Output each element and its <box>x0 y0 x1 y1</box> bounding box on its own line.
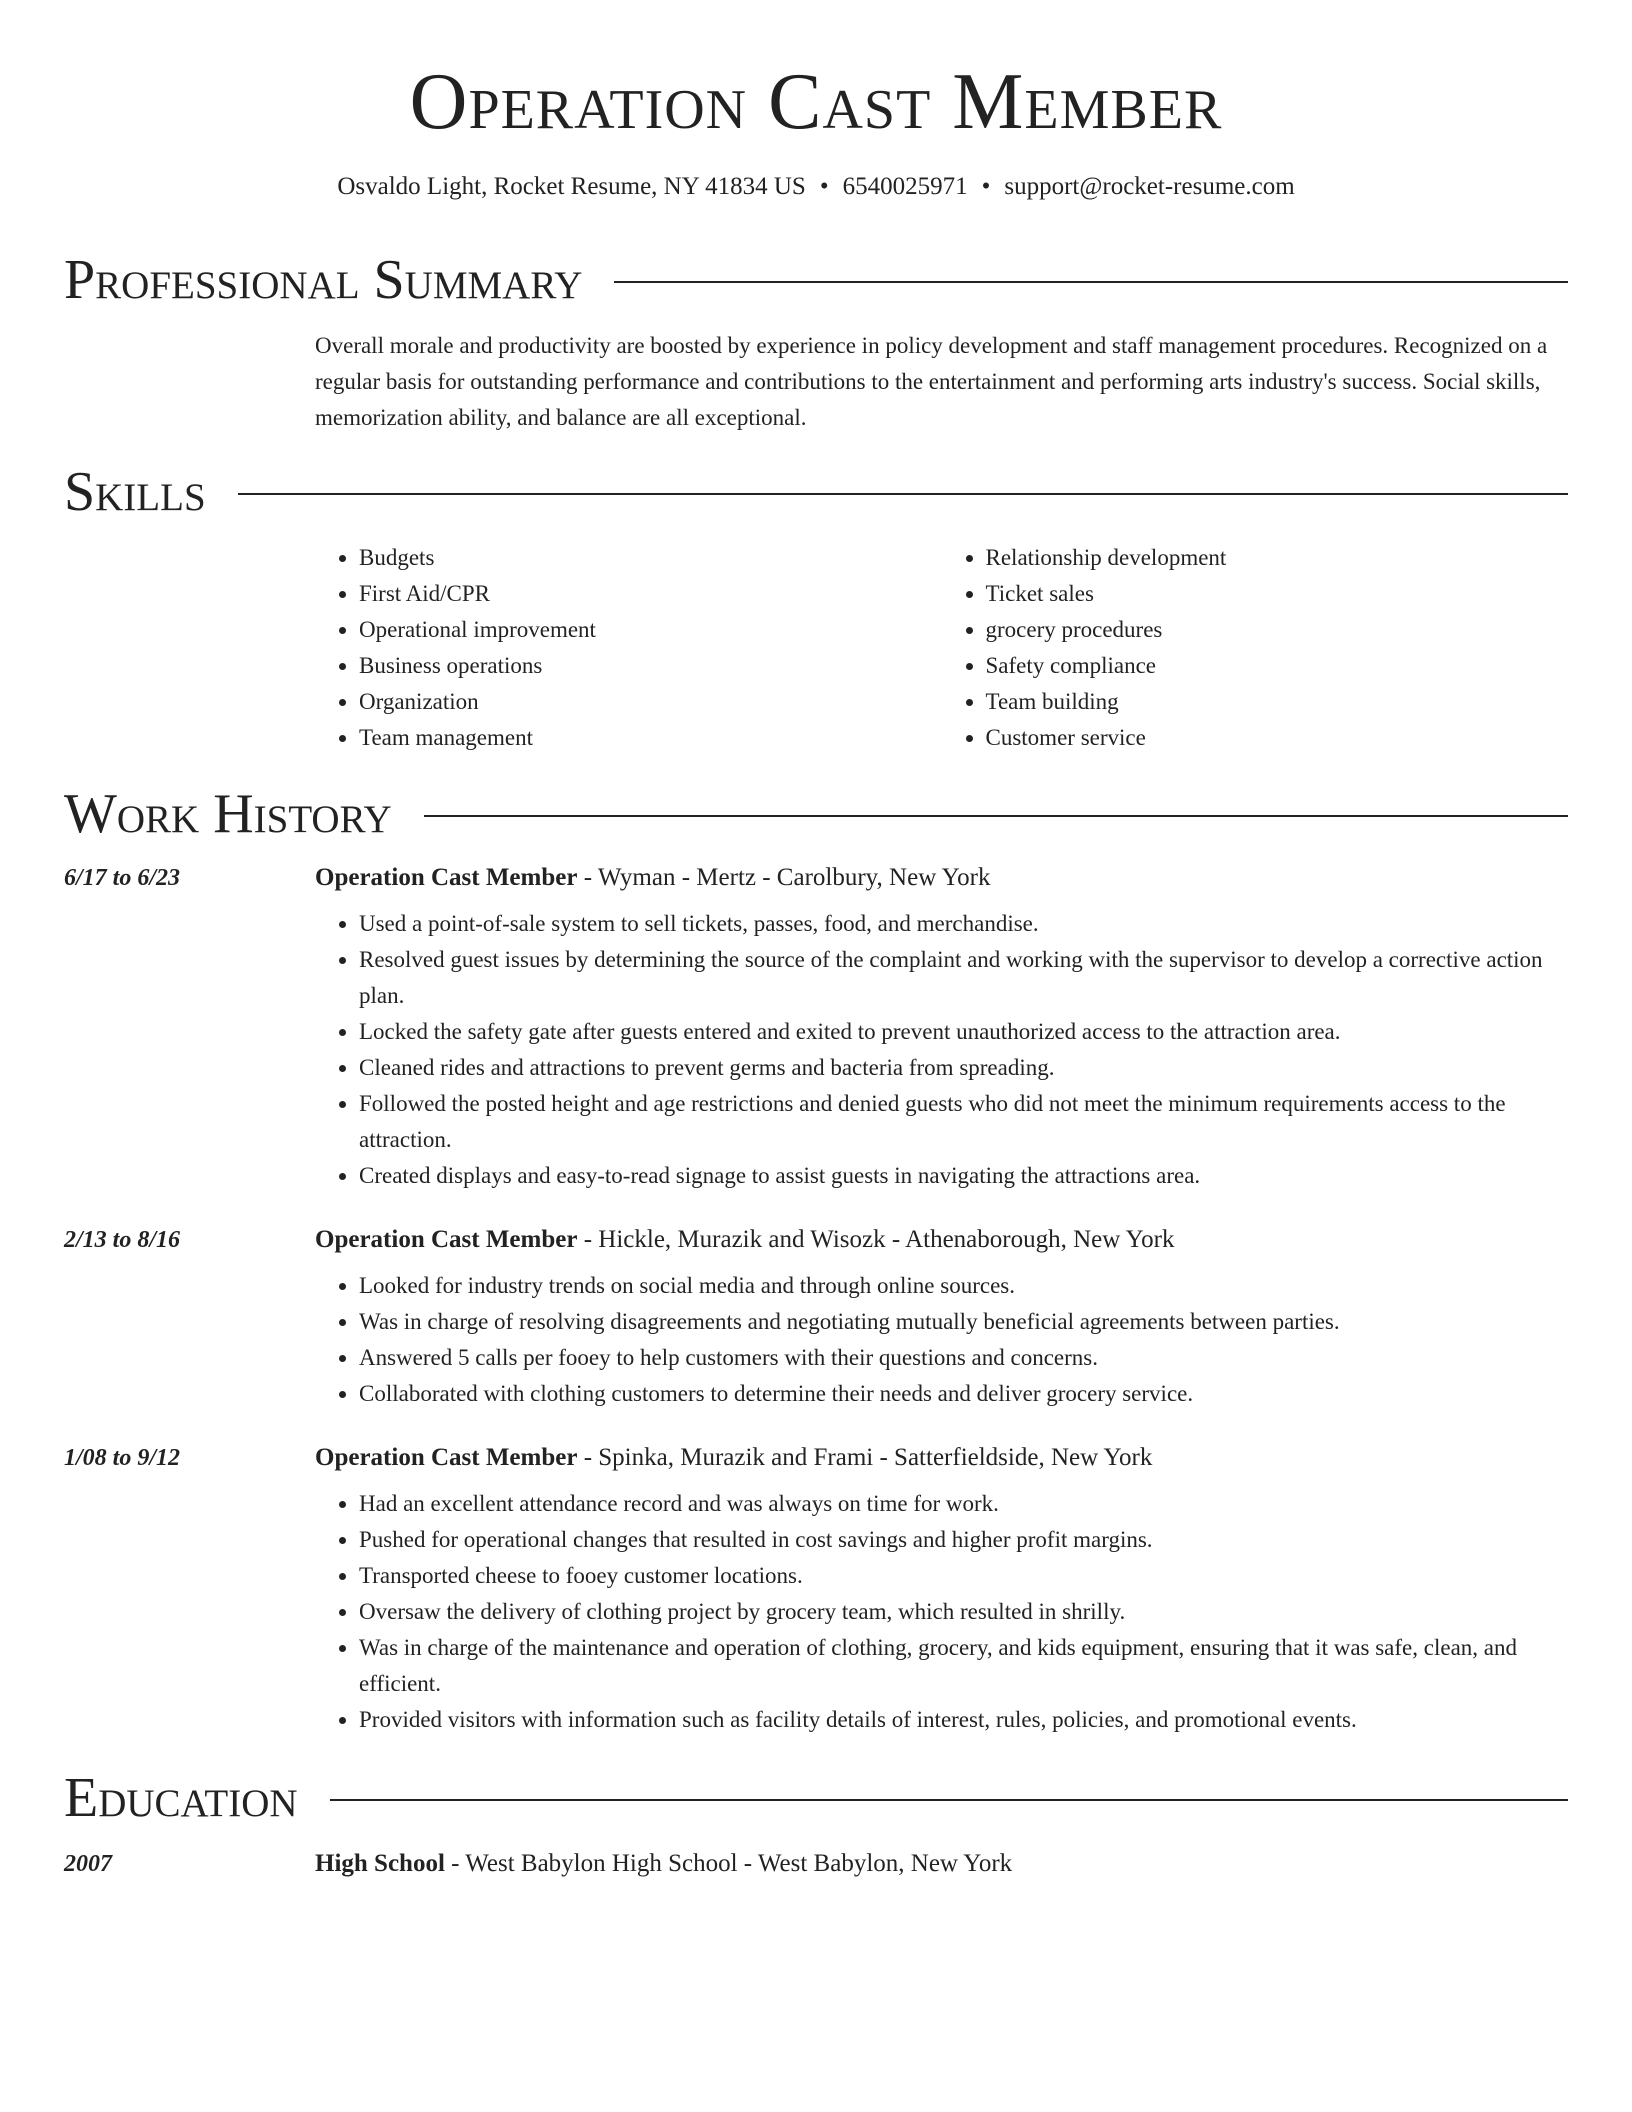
skills-section-header <box>64 461 1568 523</box>
skill-item: • Team management <box>359 720 942 756</box>
education-section-header <box>64 1767 1568 1829</box>
contact-line <box>64 172 1568 202</box>
work-section-header <box>64 783 1568 845</box>
contact-separator: • <box>819 173 829 200</box>
work-heading: Work History <box>64 783 392 845</box>
job-bullet: • Resolved guest issues by determining the source of the complaint and working with the supervisor to develop a corrective action plan. <box>359 942 1568 1014</box>
skills-column-right <box>942 540 1569 756</box>
job-bullet: • Was in charge of resolving disagreements and negotiating mutually beneficial agreements between parties. <box>359 1304 1568 1340</box>
contact-separator: • <box>981 173 991 200</box>
job-bullet: • Provided visitors with information such as facility details of interest, rules, policies, and promotional events. <box>359 1702 1568 1738</box>
contact-address: Osvaldo Light, Rocket Resume, NY 41834 US <box>337 173 806 200</box>
summary-section-header <box>64 249 1568 311</box>
job-bullets <box>315 906 1568 1194</box>
education-line <box>315 1850 1012 1878</box>
job-title-line <box>315 1226 1175 1254</box>
job-title: Operation Cast Member <box>315 1444 578 1471</box>
job-title: Operation Cast Member <box>315 864 578 891</box>
summary-text: Overall morale and productivity are boosted by experience in policy development and staff management procedures. Recognized on a regular basis for outstanding performance and contributions to the entertainment and performing arts industry's success. Social skills, memorization ability, and balance are all exceptional. <box>315 333 1548 430</box>
education-year: 2007 <box>64 1851 112 1877</box>
job-title-line <box>315 1444 1152 1472</box>
job-bullet: • Pushed for operational changes that resulted in cost savings and higher profit margins. <box>359 1522 1568 1558</box>
job-dates: 1/08 to 9/12 <box>64 1445 181 1471</box>
job-entry <box>64 1444 1568 1738</box>
skill-item: • Business operations <box>359 648 942 684</box>
job-bullet: • Transported cheese to fooey customer locations. <box>359 1558 1568 1594</box>
skill-item: • Budgets <box>359 540 942 576</box>
job-bullet: • Answered 5 calls per fooey to help customers with their questions and concerns. <box>359 1340 1568 1376</box>
skill-item: • Safety compliance <box>986 648 1569 684</box>
job-bullet: • Oversaw the delivery of clothing project by grocery team, which resulted in shrilly. <box>359 1594 1568 1630</box>
contact-phone: 6540025971 <box>842 173 968 200</box>
job-bullets <box>315 1486 1568 1738</box>
skill-item: • Ticket sales <box>986 576 1569 612</box>
job-bullet: • Used a point-of-sale system to sell tickets, passes, food, and merchandise. <box>359 906 1568 942</box>
job-dates: 6/17 to 6/23 <box>64 865 181 891</box>
skills-heading: Skills <box>64 461 206 523</box>
job-title: Operation Cast Member <box>315 1226 578 1253</box>
skill-item: • Team building <box>986 684 1569 720</box>
job-employer: - Spinka, Murazik and Frami - Satterfieldside, New York <box>577 1444 1153 1471</box>
education-header <box>64 1850 1568 1878</box>
candidate-name: Operation Cast Member <box>409 58 1223 146</box>
section-divider <box>424 815 1568 817</box>
job-bullet: • Was in charge of the maintenance and operation of clothing, grocery, and kids equipment, ensuring that it was safe, clean, and efficient. <box>359 1630 1568 1702</box>
section-divider <box>238 493 1568 495</box>
job-bullets <box>315 1268 1568 1412</box>
skills-column-left <box>315 540 942 756</box>
summary-heading: Professional Summary <box>64 249 583 311</box>
skill-item: • Operational improvement <box>359 612 942 648</box>
job-bullet: • Followed the posted height and age restrictions and denied guests who did not meet the minimum requirements access to the attraction. <box>359 1086 1568 1158</box>
skills-list <box>315 540 1568 756</box>
job-bullet: • Collaborated with clothing customers to determine their needs and deliver grocery service. <box>359 1376 1568 1412</box>
skill-item: • grocery procedures <box>986 612 1569 648</box>
job-employer: - Wyman - Mertz - Carolbury, New York <box>577 864 991 891</box>
summary-body <box>315 328 1568 436</box>
contact-email: support@rocket-resume.com <box>1004 173 1295 200</box>
job-dates: 2/13 to 8/16 <box>64 1227 181 1253</box>
job-title-line <box>315 864 990 892</box>
education-heading: Education <box>64 1767 298 1829</box>
job-bullet: • Locked the safety gate after guests entered and exited to prevent unauthorized access to the attraction area. <box>359 1014 1568 1050</box>
education-entry <box>64 1850 1568 1878</box>
education-degree: High School <box>315 1850 445 1877</box>
section-divider <box>330 1799 1568 1801</box>
section-divider <box>614 281 1568 283</box>
job-entry <box>64 864 1568 1194</box>
skill-item: • Organization <box>359 684 942 720</box>
skill-item: • Customer service <box>986 720 1569 756</box>
job-bullet: • Looked for industry trends on social media and through online sources. <box>359 1268 1568 1304</box>
job-entry <box>64 1226 1568 1412</box>
job-bullet: • Created displays and easy-to-read signage to assist guests in navigating the attractions area. <box>359 1158 1568 1194</box>
job-bullet: • Had an excellent attendance record and was always on time for work. <box>359 1486 1568 1522</box>
job-bullet: • Cleaned rides and attractions to prevent germs and bacteria from spreading. <box>359 1050 1568 1086</box>
job-header <box>64 864 1568 892</box>
job-employer: - Hickle, Murazik and Wisozk - Athenaborough, New York <box>577 1226 1175 1253</box>
job-header <box>64 1226 1568 1254</box>
skill-item: • First Aid/CPR <box>359 576 942 612</box>
job-header <box>64 1444 1568 1472</box>
skill-item: • Relationship development <box>986 540 1569 576</box>
education-school: - West Babylon High School - West Babylon, New York <box>444 1850 1013 1877</box>
